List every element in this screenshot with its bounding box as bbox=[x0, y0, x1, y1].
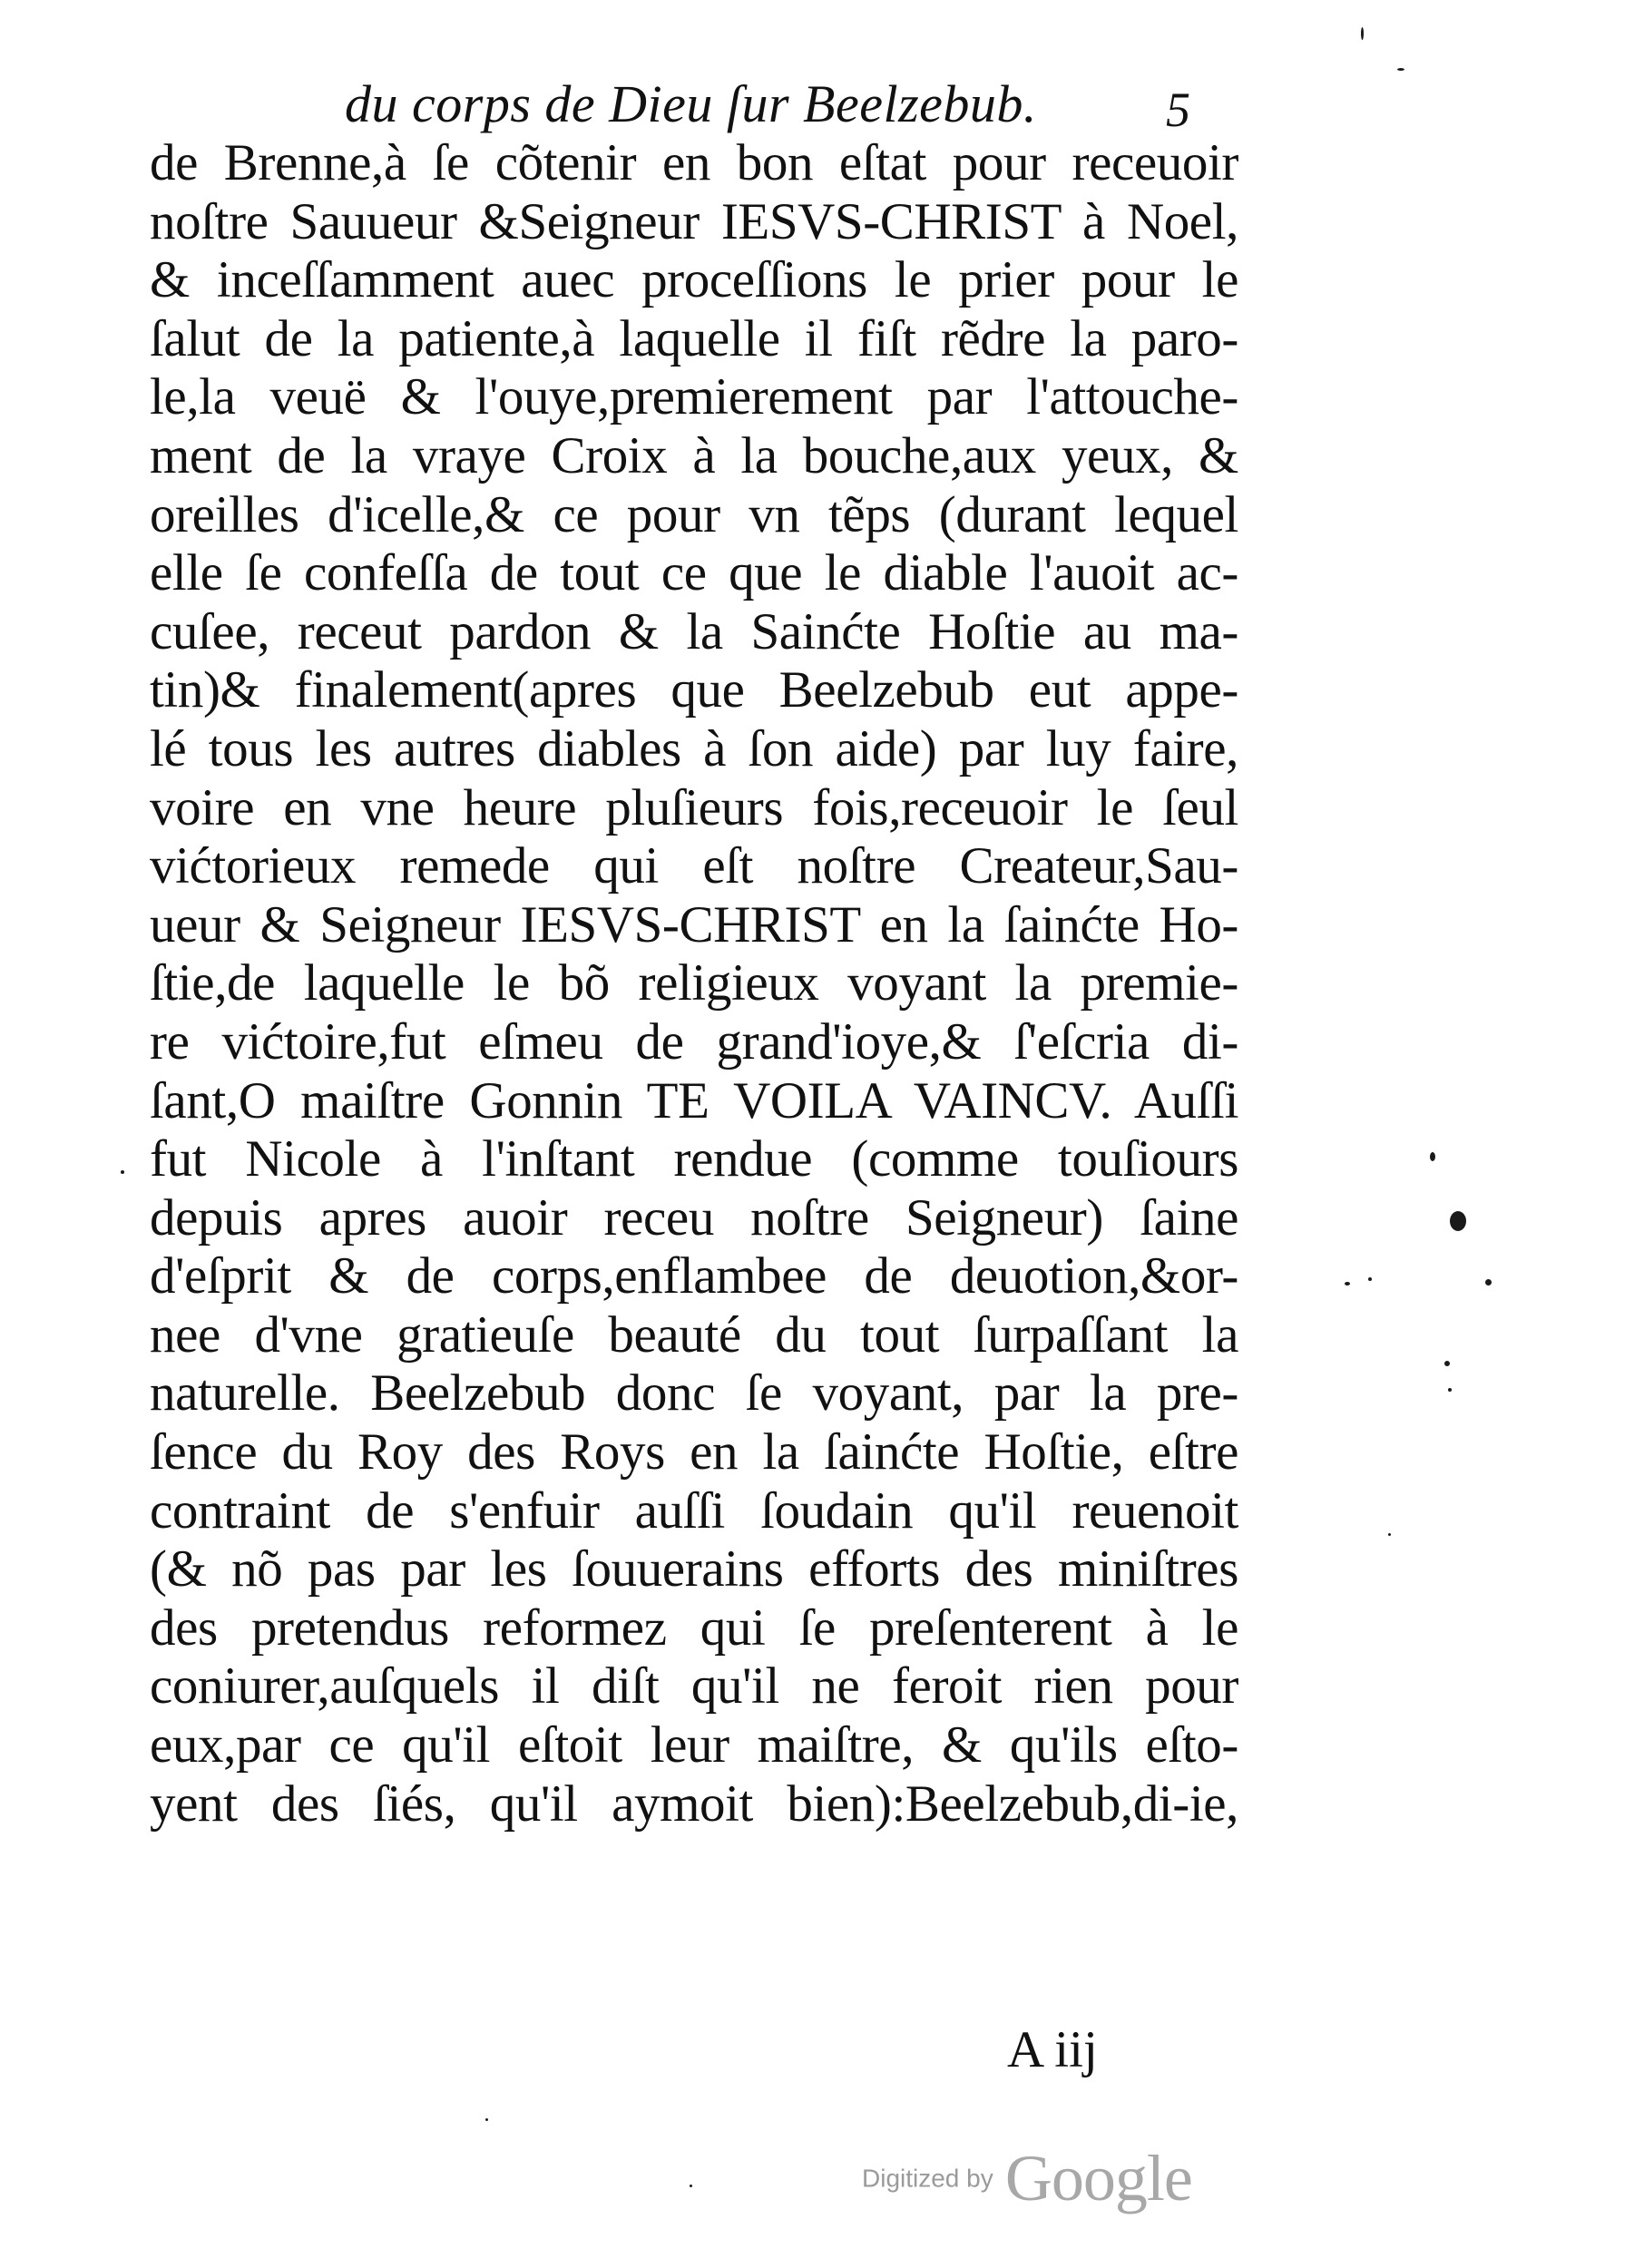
running-title: du corps de Dieu ſur Beelzebub. bbox=[345, 74, 1037, 133]
ink-speck bbox=[121, 1170, 124, 1174]
text-line: vićtorieux remede qui eſt noſtre Createur,Sau- bbox=[150, 837, 1238, 895]
ink-speck bbox=[1448, 1388, 1452, 1392]
text-line: ueur & Seigneur IESVS-CHRIST en la ſainćte Ho- bbox=[150, 895, 1238, 953]
ink-speck bbox=[690, 2185, 692, 2187]
text-line: d'eſprit & de corps,enflambee de deuotion,&or- bbox=[150, 1247, 1238, 1305]
text-line: oreilles d'icelle,& ce pour vn tẽps (durant lequel bbox=[150, 485, 1238, 543]
signature-mark: A iij bbox=[1007, 2021, 1098, 2078]
text-line: cuſee, receut pardon & la Sainćte Hoſtie au ma- bbox=[150, 602, 1238, 660]
ink-speck bbox=[485, 2118, 488, 2121]
text-line: des pretendus reformez qui ſe preſenterent à le bbox=[150, 1598, 1238, 1657]
text-line: naturelle. Beelzebub donc ſe voyant, par la pre- bbox=[150, 1364, 1238, 1422]
text-line: ment de la vraye Croix à la bouche,aux yeux, & bbox=[150, 426, 1238, 484]
text-block bbox=[150, 134, 1238, 1833]
text-line: ſant,O maiſtre Gonnin TE VOILA VAINCV. Auſſi bbox=[150, 1071, 1238, 1129]
text-line: ſalut de la patiente,à laquelle il fiſt rẽdre la paro- bbox=[150, 309, 1238, 367]
text-line: ſtie,de laquelle le bõ religieux voyant la premie- bbox=[150, 954, 1238, 1012]
ink-speck bbox=[1444, 1361, 1450, 1366]
text-line: ſence du Roy des Roys en la ſainćte Hoſtie, eſtre bbox=[150, 1423, 1238, 1481]
ink-speck bbox=[1345, 1282, 1350, 1286]
text-line: yent des ſiés, qu'il aymoit bien):Beelzebub,di-ie, bbox=[150, 1774, 1238, 1833]
text-line: lé tous les autres diables à ſon aide) par luy faire, bbox=[150, 719, 1238, 777]
text-line: voire en vne heure pluſieurs fois,receuoir le ſeul bbox=[150, 778, 1238, 836]
text-line: depuis apres auoir receu noſtre Seigneur) ſaine bbox=[150, 1188, 1238, 1246]
text-line: & inceſſamment auec proceſſions le prier pour le bbox=[150, 251, 1238, 309]
watermark-prefix: Digitized by bbox=[862, 2164, 993, 2193]
text-line: coniurer,auſquels il diſt qu'il ne feroit rien pour bbox=[150, 1657, 1238, 1716]
text-line: eux,par ce qu'il eſtoit leur maiſtre, & qu'ils eſto- bbox=[150, 1716, 1238, 1774]
ink-speck bbox=[1450, 1211, 1466, 1231]
text-line: fut Nicole à l'inſtant rendue (comme touſiours bbox=[150, 1130, 1238, 1188]
watermark-brand-logo: Google bbox=[1004, 2142, 1192, 2214]
page-number: 5 bbox=[1166, 83, 1190, 137]
text-line: nee d'vne gratieuſe beauté du tout ſurpaſſant la bbox=[150, 1305, 1238, 1364]
running-head bbox=[0, 64, 1644, 145]
text-line: noſtre Sauueur &Seigneur IESVS-CHRIST à Noel, bbox=[150, 192, 1238, 250]
ink-speck bbox=[1388, 1533, 1391, 1536]
ink-speck bbox=[1397, 68, 1404, 71]
digitized-watermark bbox=[862, 2141, 1192, 2223]
text-line: le,la veuë & l'ouye,premierement par l'attouche- bbox=[150, 368, 1238, 426]
ink-speck bbox=[1368, 1277, 1372, 1281]
ink-speck bbox=[1485, 1279, 1492, 1286]
ink-speck bbox=[1361, 27, 1364, 40]
text-line: tin)& finalement(apres que Beelzebub eut appe- bbox=[150, 661, 1238, 719]
text-line: (& nõ pas par les ſouuerains efforts des miniſtres bbox=[150, 1540, 1238, 1598]
text-line: re vićtoire,fut eſmeu de grand'ioye,& ſ'eſcria di- bbox=[150, 1012, 1238, 1070]
ink-speck bbox=[1430, 1152, 1435, 1161]
text-line: contraint de s'enfuir auſſi ſoudain qu'il reuenoit bbox=[150, 1481, 1238, 1540]
text-line: de Brenne,à ſe cõtenir en bon eſtat pour receuoir bbox=[150, 134, 1238, 191]
text-line: elle ſe confeſſa de tout ce que le diable l'auoit ac- bbox=[150, 544, 1238, 602]
